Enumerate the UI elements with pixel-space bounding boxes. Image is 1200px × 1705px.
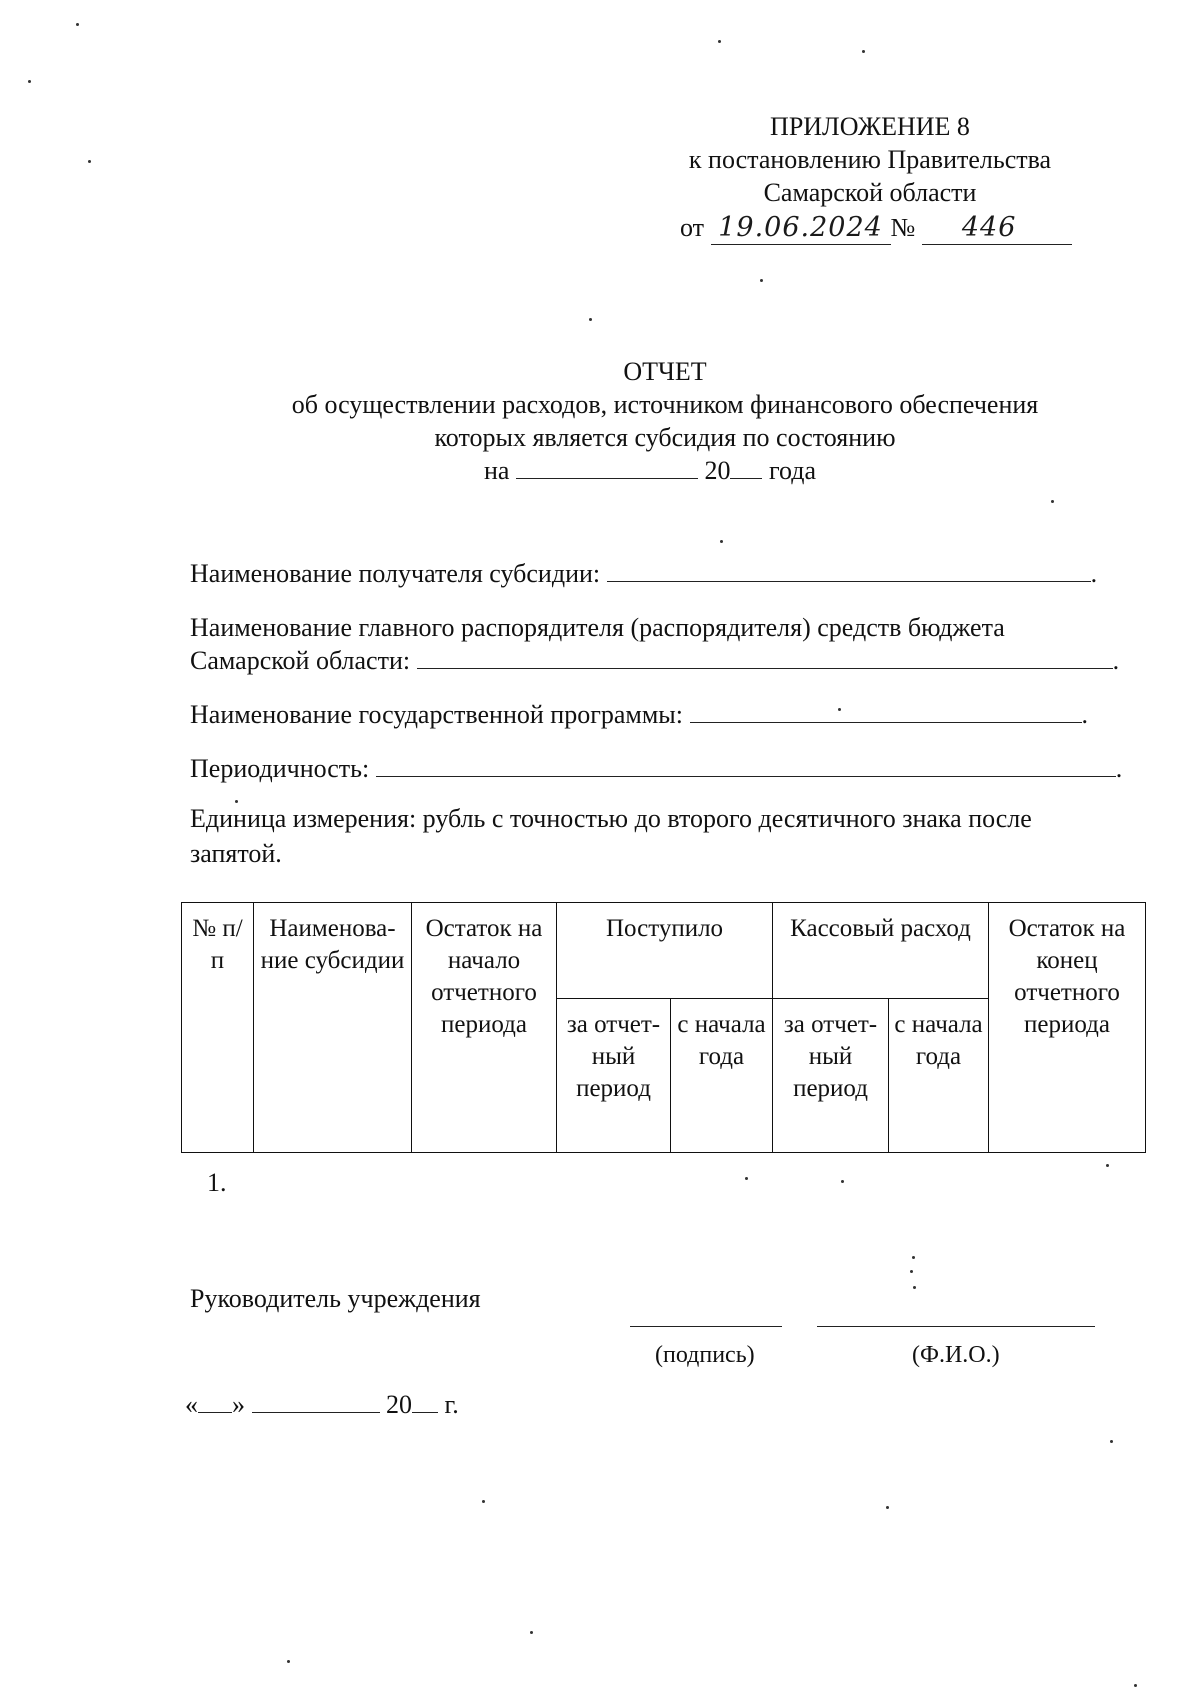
program-blank[interactable] [690,700,1082,723]
date-open-quote: « [185,1390,198,1419]
periodicity-label: Периодичность: [190,754,370,783]
report-heading: ОТЧЕТ [623,357,707,386]
col-number-header: № п/п [182,903,254,1153]
manager-blank[interactable] [417,646,1113,669]
date-year-blank[interactable] [412,1390,438,1413]
full-name-line[interactable] [817,1326,1095,1327]
periodicity-field [190,752,1122,785]
recipient-label: Наименование получателя субсидии: [190,559,601,588]
speck [287,1660,290,1663]
full-name-caption: (Ф.И.О.) [912,1342,1000,1368]
recipient-blank[interactable] [607,559,1091,582]
manager-label-line-1: Наименование главного распорядителя (распорядителя) средств бюджета [190,613,1005,642]
unit-text-2: запятой. [190,839,282,868]
speck [88,160,91,163]
day-blank[interactable] [198,1390,232,1413]
received-year-header: с начала года [671,999,773,1153]
speck [912,1256,915,1259]
report-title-line-2: которых является субсидия по состоянию [434,423,896,452]
speck [1051,500,1054,503]
report-title [0,355,1200,487]
speck [841,1180,844,1183]
col-start-balance-header: Остаток на начало отчетного периода [412,903,557,1153]
unit-text-1: Единица измерения: рубль с точностью до второго десятичного знака после [190,804,1032,833]
speck [1106,1164,1109,1167]
date-close-quote: » [232,1390,245,1419]
program-field [190,698,1088,731]
appendix-header [660,110,1080,209]
handwritten-date: 19.06.2024 [711,211,891,245]
speck [913,1286,916,1289]
program-label: Наименование государственной программы: [190,700,683,729]
speck [1134,1684,1137,1687]
col-end-balance-header: Остаток на конец отчетного периода [989,903,1146,1153]
unit-line-2 [190,837,282,870]
recipient-field [190,557,1097,590]
report-as-of-line [100,454,1200,487]
speck [28,80,31,83]
recipient-terminator: . [1090,559,1098,588]
signature-caption: (подпись) [655,1342,755,1368]
number-prefix: № [890,213,916,242]
periodicity-terminator: . [1115,754,1123,783]
appendix-line-1: к постановлению Правительства [688,145,1052,174]
unit-line-1 [190,802,1032,835]
col-received-header: Поступило [557,903,773,999]
report-title-line-1: об осуществлении расходов, источником финансового обеспечения [291,390,1039,419]
speck [886,1506,889,1509]
speck [720,540,723,543]
manager-field-line-2 [190,644,1119,677]
handwritten-number: 446 [922,211,1072,245]
year-prefix: 20 [704,456,731,485]
speck [76,23,79,26]
speck [589,318,592,321]
date-prefix: от [680,213,705,242]
program-terminator: . [1081,700,1088,729]
appendix-line-2: Самарской области [763,178,977,207]
as-of-date-blank[interactable] [516,456,698,479]
speck [235,800,238,803]
as-of-prefix: на [483,456,510,485]
speck [1110,1440,1113,1443]
signature-line[interactable] [630,1326,782,1327]
signature-date-line [185,1390,459,1420]
appendix-title: ПРИЛОЖЕНИЕ 8 [770,112,970,141]
received-period-header: за отчет-ный период [557,999,671,1153]
speck [482,1500,485,1503]
speck [745,1177,748,1180]
head-of-institution-label: Руководитель учреждения [190,1284,481,1313]
appendix-date-line [680,211,1072,245]
manager-terminator: . [1112,646,1120,675]
speck [910,1270,913,1273]
col-name-header: Наименова-ние субсидии [254,903,412,1153]
speck [760,279,763,282]
date-year-prefix: 20 [386,1390,412,1419]
report-table [181,902,1146,1153]
manager-field [190,611,1005,644]
manager-label-line-2: Самарской области: [190,646,411,675]
speck [862,50,865,53]
col-cash-expense-header: Кассовый расход [773,903,989,999]
speck [718,40,721,43]
speck [530,1631,533,1634]
speck [838,708,841,711]
expense-period-header: за отчет-ный период [773,999,889,1153]
date-year-suffix: г. [444,1390,459,1419]
month-blank[interactable] [252,1390,380,1413]
year-blank[interactable] [730,456,762,479]
year-suffix: года [768,456,816,485]
expense-year-header: с начала года [889,999,989,1153]
periodicity-blank[interactable] [376,754,1116,777]
table-row-1-number: 1. [207,1168,227,1197]
